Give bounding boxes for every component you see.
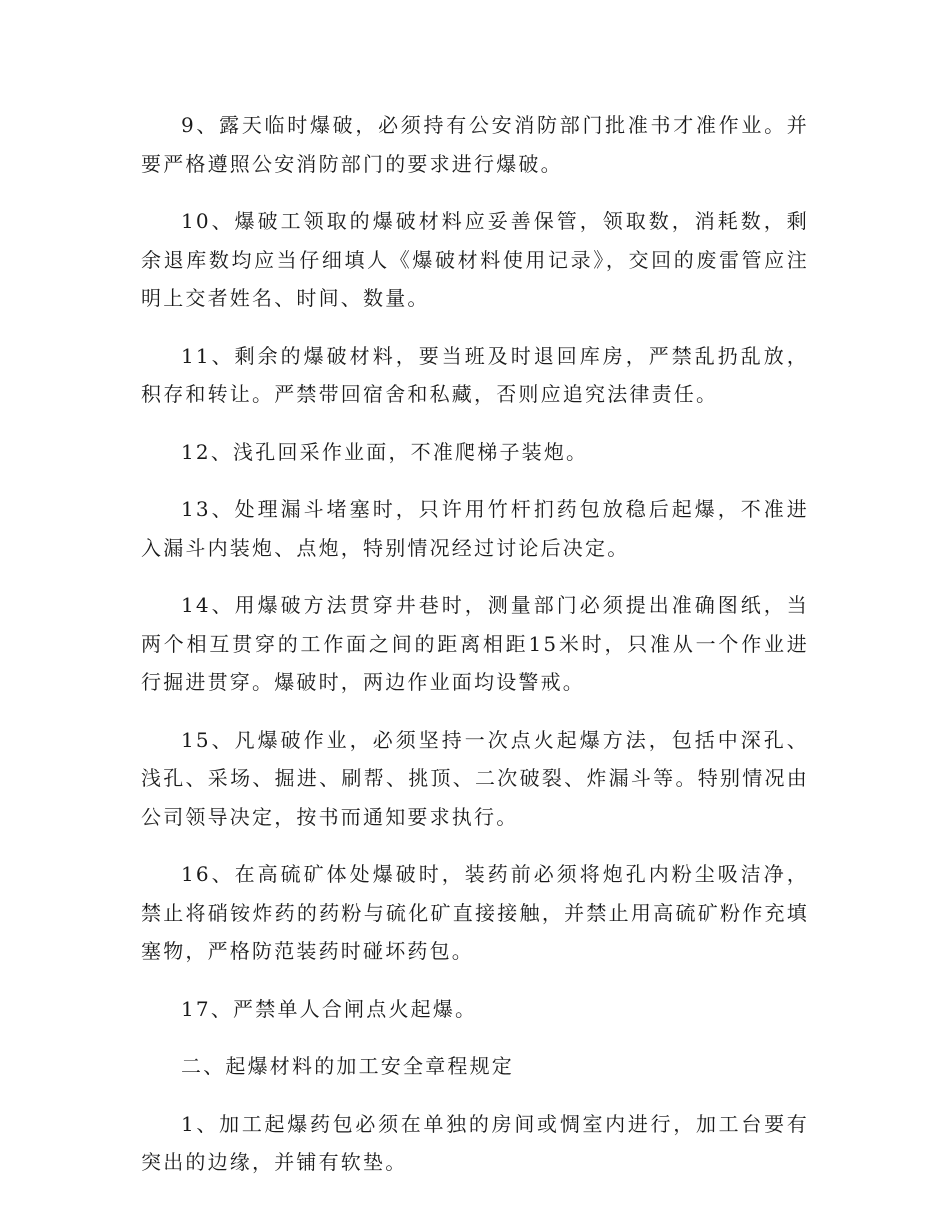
paragraph-processing-rule-1: 1、加工起爆药包必须在单独的房间或惆室内进行，加工台要有突出的边缘，并铺有软垫。 <box>141 1111 809 1174</box>
section-heading: 二、起爆材料的加工安全章程规定 <box>181 1054 514 1078</box>
paragraph-rule-9: 9、露天临时爆破，必须持有公安消防部门批准书才准作业。并要严格遵照公安消防部门的要求进行爆破。 <box>141 113 809 176</box>
paragraph-rule-10: 10、爆破工领取的爆破材料应妥善保管，领取数，消耗数，剩余退库数均应当仔细填人《爆破材料使用记录》，交回的废雷管应注明上交者姓名、时间、数量。 <box>141 209 809 310</box>
paragraph-rule-12: 12、浅孔回采作业面，不准爬梯子装炮。 <box>181 439 589 464</box>
document-body <box>141 106 809 1201</box>
paragraph-rule-15: 15、凡爆破作业，必须坚持一次点火起爆方法，包括中深孔、浅孔、采场、掘进、刷帮、挑顶、二次破裂、炸漏斗等。特别情况由公司领导决定，按书而通知要求执行。 <box>141 727 809 829</box>
paragraph-rule-11: 11、剩余的爆破材料，要当班及时退回库房，严禁乱扔乱放，积存和转让。严禁带回宿舍和私藏，否则应追究法律责任。 <box>141 343 809 406</box>
paragraph-rule-14: 14、用爆破方法贯穿井巷时，测量部门必须提出准确图纸，当两个相互贯穿的工作面之间的距离相距15米时，只准从一个作业进行掘进贯穿。爆破时，两边作业面均设警戒。 <box>141 593 809 694</box>
paragraph-rule-13: 13、处理漏斗堵塞时，只许用竹杆扪药包放稳后起爆，不准进入漏斗内装炮、点炮，特别情况经过讨论后决定。 <box>141 497 809 560</box>
paragraph-rule-16: 16、在高硫矿体处爆破时，装药前必须将炮孔内粉尘吸洁净，禁止将硝铵炸药的药粉与硫化矿直接接触，并禁止用高硫矿粉作充填塞物，严格防范装药时碰坏药包。 <box>141 862 809 963</box>
paragraph-rule-17: 17、严禁单人合闸点火起爆。 <box>181 996 478 1021</box>
